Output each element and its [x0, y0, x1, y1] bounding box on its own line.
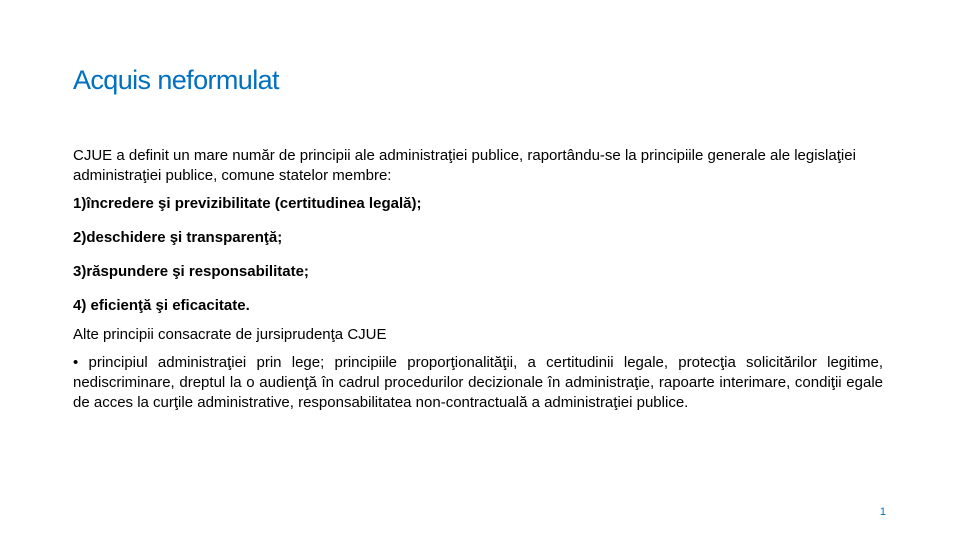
slide-title: Acquis neformulat	[73, 65, 279, 95]
other-principles-paragraph: • principiul administraţiei prin lege; principiile proporţionalităţii, a certitudinii legale, protecţia solicitărilor legitime, nediscriminare, dreptul la o audienţă în cadrul procedurilor decizionale în administraţie, rapoarte interimare, condiţii egale de acces la curţile administrative, responsabilitatea non-contractuală a administraţiei publice.	[73, 354, 883, 411]
principle-item-3: 3)răspundere şi responsabilitate;	[73, 263, 309, 280]
principle-item-4: 4) eficienţă şi eficacitate.	[73, 297, 250, 314]
other-principles-heading: Alte principii consacrate de jursiprudenţa CJUE	[73, 326, 387, 343]
principle-item-1: 1)încredere şi previzibilitate (certitudinea legală);	[73, 195, 422, 212]
principle-item-2: 2)deschidere şi transparenţă;	[73, 229, 283, 246]
page-number: 1	[879, 506, 886, 518]
intro-paragraph: CJUE a definit un mare număr de principii ale administraţiei publice, raportându-se la principiile generale ale legislaţiei administraţiei publice, comune statelor membre:	[73, 147, 856, 184]
slide-content	[73, 146, 883, 413]
